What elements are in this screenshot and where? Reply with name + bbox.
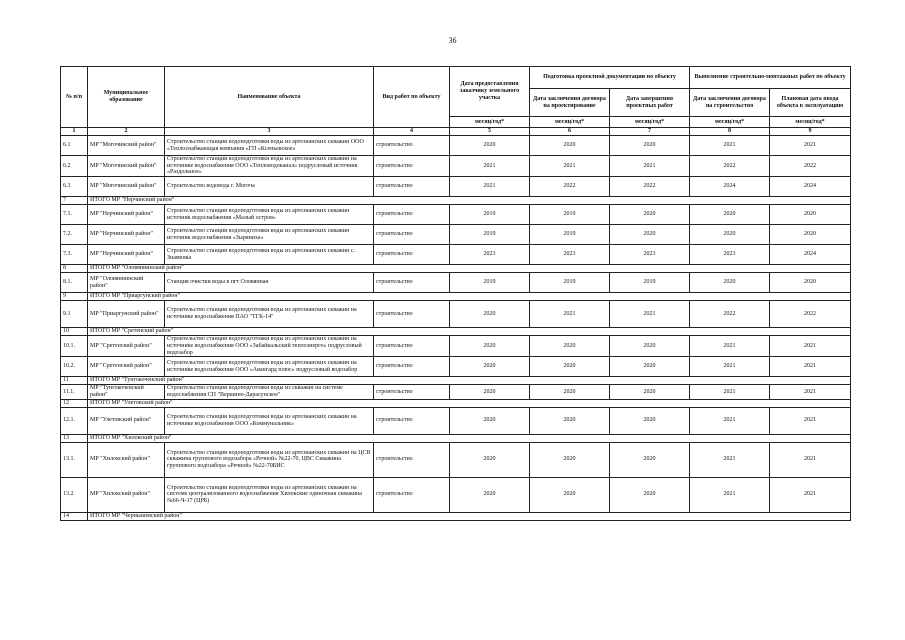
land-date-cell: 2021 <box>450 156 530 177</box>
row-number: 14 <box>61 512 88 520</box>
row-number: 13.2 <box>61 477 88 512</box>
design-contract-cell: 2019 <box>530 225 610 245</box>
land-date-cell: 2019 <box>450 205 530 225</box>
row-number: 8 <box>61 265 88 273</box>
build-contract-cell: 2023 <box>690 245 770 265</box>
header-municipality: Муниципальное образование <box>88 67 165 128</box>
municipality-cell: МР "Сретенский район" <box>88 336 165 357</box>
design-end-cell: 2020 <box>610 336 690 357</box>
total-label: ИТОГО МР "Тунгокоченский район" <box>88 377 851 385</box>
object-name-cell: Строительство станции водоподготовки воды из артезианских скважин на ЦСВ скважина группового водозабора «Речной» №22-70, ЦВС Скважина группового водозабора «Речной» №22-70БИС <box>165 442 374 477</box>
total-label: ИТОГО МР "Хилокский район" <box>88 434 851 442</box>
object-name-cell: Строительство станции водоподготовки воды из артезианских скважин на источнике водоснабжения ООО «Коммунальник» <box>165 407 374 434</box>
land-date-cell: 2020 <box>450 442 530 477</box>
header-design-contract: Дата заключения договора на проектирование <box>530 89 610 117</box>
design-contract-cell: 2020 <box>530 477 610 512</box>
column-number-cell: 8 <box>690 128 770 136</box>
land-date-cell: 2020 <box>450 477 530 512</box>
commission-date-cell: 2020 <box>770 205 851 225</box>
land-date-cell: 2019 <box>450 273 530 293</box>
work-type-cell: строительство <box>374 225 450 245</box>
design-end-cell: 2021 <box>610 156 690 177</box>
municipality-cell: МР "Могочинский район" <box>88 156 165 177</box>
table-row <box>61 477 851 512</box>
total-label: ИТОГО МР "Оловяннинский район" <box>88 265 851 273</box>
unit-design-contract: месяц/год* <box>530 117 610 128</box>
build-contract-cell: 2020 <box>690 205 770 225</box>
table-row <box>61 273 851 293</box>
header-design-end: Дата завершения проектных работ <box>610 89 690 117</box>
work-type-cell: строительство <box>374 357 450 377</box>
build-contract-cell: 2021 <box>690 477 770 512</box>
row-number: 9.1 <box>61 301 88 328</box>
build-contract-cell: 2021 <box>690 442 770 477</box>
total-row <box>61 265 851 273</box>
municipality-cell: МР "Улетовский район" <box>88 407 165 434</box>
land-date-cell: 2020 <box>450 336 530 357</box>
build-contract-cell: 2021 <box>690 357 770 377</box>
object-name-cell: Строительство станции водоподготовки воды из артезианских скважин с. Знаменка <box>165 245 374 265</box>
municipality-cell: МР "Тунгокоченский район" <box>88 385 165 399</box>
header-group-build: Выполнение строительно-монтажных работ по объекту <box>690 67 851 89</box>
total-label: ИТОГО МР "Сретенский район" <box>88 328 851 336</box>
object-name-cell: Строительство станции водоподготовки воды из артезианских скважин на источнике водоснабжения ООО «Авангард плюс» подрусловый водозабор <box>165 357 374 377</box>
work-type-cell: строительство <box>374 156 450 177</box>
commission-date-cell: 2021 <box>770 357 851 377</box>
design-end-cell: 2023 <box>610 245 690 265</box>
unit-commission: месяц/год* <box>770 117 851 128</box>
object-name-cell: Строительство станции водоподготовки воды из скважин на системе водоснабжения СП "Вершино-Дарасунское" <box>165 385 374 399</box>
row-number: 13.1. <box>61 442 88 477</box>
row-number: 10.1. <box>61 336 88 357</box>
municipality-cell: МР "Оловяннинский район" <box>88 273 165 293</box>
municipality-cell: МР "Нерчинский район" <box>88 205 165 225</box>
unit-design-end: месяц/год* <box>610 117 690 128</box>
column-number-cell: 3 <box>165 128 374 136</box>
design-contract-cell: 2021 <box>530 156 610 177</box>
header-land-date: Дата предоставления заказчику земельного участка <box>450 67 530 117</box>
municipality-cell: МР "Могочинский район" <box>88 136 165 156</box>
commission-date-cell: 2024 <box>770 177 851 197</box>
design-contract-cell: 2020 <box>530 336 610 357</box>
total-row <box>61 328 851 336</box>
build-contract-cell: 2020 <box>690 225 770 245</box>
table-row <box>61 357 851 377</box>
total-label: ИТОГО МР "Приаргунский район" <box>88 293 851 301</box>
land-date-cell: 2023 <box>450 245 530 265</box>
build-contract-cell: 2021 <box>690 336 770 357</box>
column-number-cell: 4 <box>374 128 450 136</box>
object-name-cell: Строительство станции водоподготовки воды из артезианских скважин источник водоснабжения «Зыряниха» <box>165 225 374 245</box>
object-name-cell: Строительство станции водоподготовки воды из артезианских скважин на источнике водоснабжения ООО «Забайкальский теплоэнерго» подрусловый водозабор <box>165 336 374 357</box>
work-type-cell: строительство <box>374 336 450 357</box>
object-name-cell: Строительство водовода г. Могоча <box>165 177 374 197</box>
land-date-cell: 2021 <box>450 177 530 197</box>
table-row <box>61 156 851 177</box>
build-contract-cell: 2021 <box>690 136 770 156</box>
design-contract-cell: 2020 <box>530 136 610 156</box>
design-contract-cell: 2023 <box>530 245 610 265</box>
municipality-cell: МР "Сретенский район" <box>88 357 165 377</box>
build-contract-cell: 2022 <box>690 301 770 328</box>
column-number-cell: 9 <box>770 128 851 136</box>
page-number: 36 <box>448 36 457 45</box>
table-row <box>61 136 851 156</box>
design-contract-cell: 2020 <box>530 407 610 434</box>
header-object: Наименование объекта <box>165 67 374 128</box>
design-contract-cell: 2020 <box>530 442 610 477</box>
row-number: 12 <box>61 399 88 407</box>
design-end-cell: 2019 <box>610 273 690 293</box>
design-contract-cell: 2020 <box>530 385 610 399</box>
work-type-cell: строительство <box>374 177 450 197</box>
build-contract-cell: 2020 <box>690 273 770 293</box>
municipality-cell: МР "Хилокский район" <box>88 442 165 477</box>
design-end-cell: 2020 <box>610 136 690 156</box>
work-type-cell: строительство <box>374 205 450 225</box>
design-contract-cell: 2019 <box>530 205 610 225</box>
table-row <box>61 407 851 434</box>
commission-date-cell: 2021 <box>770 136 851 156</box>
table-row <box>61 442 851 477</box>
commission-date-cell: 2022 <box>770 156 851 177</box>
commission-date-cell: 2020 <box>770 273 851 293</box>
design-end-cell: 2020 <box>610 357 690 377</box>
header-group-design: Подготовка проектной документации по объекту <box>530 67 690 89</box>
column-number-cell: 5 <box>450 128 530 136</box>
municipality-cell: МР "Хилокский район" <box>88 477 165 512</box>
column-number-cell: 6 <box>530 128 610 136</box>
row-number: 7 <box>61 197 88 205</box>
build-contract-cell: 2024 <box>690 177 770 197</box>
header-build-contract: Дата заключения договора на строительство <box>690 89 770 117</box>
land-date-cell: 2020 <box>450 385 530 399</box>
table-row <box>61 245 851 265</box>
total-row <box>61 377 851 385</box>
design-end-cell: 2020 <box>610 477 690 512</box>
municipality-cell: МР "Нерчинский район" <box>88 245 165 265</box>
object-name-cell: Строительство станции водоподготовки воды из артезианских скважин на источнике водоснабжения ПАО "ТГК-14" <box>165 301 374 328</box>
total-row <box>61 293 851 301</box>
row-number: 11 <box>61 377 88 385</box>
row-number: 7.3. <box>61 245 88 265</box>
table-row <box>61 205 851 225</box>
design-end-cell: 2020 <box>610 225 690 245</box>
design-contract-cell: 2019 <box>530 273 610 293</box>
row-number: 9 <box>61 293 88 301</box>
work-type-cell: строительство <box>374 385 450 399</box>
land-date-cell: 2020 <box>450 136 530 156</box>
row-number: 11.1. <box>61 385 88 399</box>
row-number: 10 <box>61 328 88 336</box>
build-contract-cell: 2021 <box>690 407 770 434</box>
commission-date-cell: 2021 <box>770 477 851 512</box>
header-no: № п/п <box>61 67 88 128</box>
build-contract-cell: 2021 <box>690 385 770 399</box>
row-number: 10.2. <box>61 357 88 377</box>
total-label: ИТОГО МР "Чернышевский район" <box>88 512 851 520</box>
column-number-cell: 1 <box>61 128 88 136</box>
row-number: 7.2. <box>61 225 88 245</box>
column-number-cell: 7 <box>610 128 690 136</box>
design-contract-cell: 2022 <box>530 177 610 197</box>
header-commission-date: Плановая дата ввода объекта в эксплуатацию <box>770 89 851 117</box>
design-end-cell: 2022 <box>610 177 690 197</box>
objects-table <box>60 66 851 521</box>
build-contract-cell: 2022 <box>690 156 770 177</box>
municipality-cell: МР "Приаргунский район" <box>88 301 165 328</box>
row-number: 12.1. <box>61 407 88 434</box>
table-row <box>61 301 851 328</box>
commission-date-cell: 2021 <box>770 385 851 399</box>
work-type-cell: строительство <box>374 136 450 156</box>
unit-land: месяц/год* <box>450 117 530 128</box>
table-row <box>61 225 851 245</box>
work-type-cell: строительство <box>374 301 450 328</box>
work-type-cell: строительство <box>374 442 450 477</box>
commission-date-cell: 2022 <box>770 301 851 328</box>
total-row <box>61 434 851 442</box>
land-date-cell: 2020 <box>450 357 530 377</box>
commission-date-cell: 2021 <box>770 336 851 357</box>
design-end-cell: 2020 <box>610 385 690 399</box>
design-contract-cell: 2021 <box>530 301 610 328</box>
commission-date-cell: 2021 <box>770 407 851 434</box>
design-end-cell: 2020 <box>610 407 690 434</box>
table-row <box>61 177 851 197</box>
object-name-cell: Станция очистки воды в пгт Оловянная <box>165 273 374 293</box>
column-number-row <box>61 128 851 136</box>
row-number: 7.1. <box>61 205 88 225</box>
column-number-cell: 2 <box>88 128 165 136</box>
row-number: 13 <box>61 434 88 442</box>
commission-date-cell: 2024 <box>770 245 851 265</box>
design-contract-cell: 2020 <box>530 357 610 377</box>
row-number: 8.1. <box>61 273 88 293</box>
row-number: 6.1 <box>61 136 88 156</box>
work-type-cell: строительство <box>374 273 450 293</box>
row-number: 6.2 <box>61 156 88 177</box>
land-date-cell: 2020 <box>450 301 530 328</box>
municipality-cell: МР "Могочинский район" <box>88 177 165 197</box>
total-row <box>61 197 851 205</box>
object-name-cell: Строительство станции водоподготовки воды из артезианских скважин на источнике водоснабжения ООО «Тепловодоканал» подрусловый источник «Раздольное» <box>165 156 374 177</box>
design-end-cell: 2020 <box>610 442 690 477</box>
total-label: ИТОГО МР "Нерчинский район" <box>88 197 851 205</box>
commission-date-cell: 2021 <box>770 442 851 477</box>
work-type-cell: строительство <box>374 245 450 265</box>
work-type-cell: строительство <box>374 407 450 434</box>
commission-date-cell: 2020 <box>770 225 851 245</box>
table-body <box>61 136 851 521</box>
header-work-type: Вид работ по объекту <box>374 67 450 128</box>
design-end-cell: 2021 <box>610 301 690 328</box>
table-row <box>61 336 851 357</box>
row-number: 6.3 <box>61 177 88 197</box>
object-name-cell: Строительство станции водоподготовки воды из артезианских скважин на системе централизованного водоснабжения Хилокские одиночная скважина №66-Ч-17 (ЦРБ) <box>165 477 374 512</box>
total-row <box>61 512 851 520</box>
land-date-cell: 2019 <box>450 225 530 245</box>
total-row <box>61 399 851 407</box>
municipality-cell: МР "Нерчинский район" <box>88 225 165 245</box>
object-name-cell: Строительство станции водоподготовки воды из артезианских скважин ООО «Теплоснабжающая компания «ГП «Ксеньевское» <box>165 136 374 156</box>
total-label: ИТОГО МР "Улетовский район" <box>88 399 851 407</box>
table-row <box>61 385 851 399</box>
design-end-cell: 2020 <box>610 205 690 225</box>
land-date-cell: 2020 <box>450 407 530 434</box>
work-type-cell: строительство <box>374 477 450 512</box>
unit-build-contract: месяц/год* <box>690 117 770 128</box>
object-name-cell: Строительство станции водоподготовки воды из артезианских скважин источник водоснабжения «Малый остров» <box>165 205 374 225</box>
